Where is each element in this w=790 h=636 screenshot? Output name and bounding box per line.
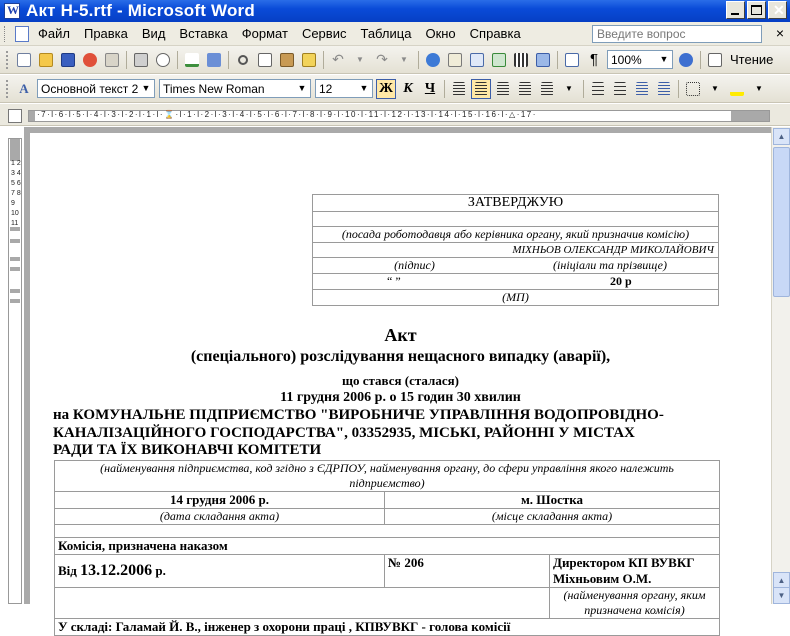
font-size-select[interactable] — [315, 79, 373, 98]
copy-icon — [258, 53, 272, 67]
style-select[interactable] — [37, 79, 155, 98]
align-center-button[interactable] — [471, 79, 491, 99]
spelling-button[interactable] — [182, 50, 202, 70]
tables-borders-button[interactable] — [445, 50, 465, 70]
ruler-numbers: ·7·l·6·l·5·l·4·l·3·l·2·l·1·l·⌛·l·1·l·2·l·3·l·4·l·5·l·6·l·7·l·8·l·9·l·10·l·11·l·12·l·13·l·14·l·15·l·16·l·△·17· — [37, 110, 537, 119]
chevron-down-icon: ▼ — [295, 81, 309, 96]
decrease-indent-button[interactable] — [632, 79, 652, 99]
italic-button[interactable]: К — [403, 80, 413, 96]
read-mode-icon-button[interactable] — [705, 50, 725, 70]
toolbar-grip[interactable] — [6, 51, 9, 69]
scroll-down-button[interactable]: ▼ — [773, 587, 790, 604]
new-document-button[interactable] — [14, 50, 34, 70]
initials-hint: (ініціали та прізвище) — [553, 258, 667, 272]
menu-grip[interactable] — [4, 26, 7, 42]
hyperlink-button[interactable] — [423, 50, 443, 70]
act-place: м. Шостка — [385, 492, 720, 509]
borders-button[interactable] — [683, 79, 703, 99]
undo-button[interactable] — [328, 50, 348, 70]
indent-icon — [658, 82, 670, 96]
line-spacing-button[interactable] — [537, 79, 557, 99]
toolbar-separator — [444, 80, 445, 98]
year-line: 20 р — [610, 274, 632, 288]
align-center-icon — [475, 82, 487, 96]
enterprise-line-1: на КОМУНАЛЬНЕ ПІДПРИЄМСТВО "ВИРОБНИЧЕ УПРАВЛІННЯ ВОДОПРОВІДНО- — [53, 407, 664, 423]
toolbar-separator — [583, 80, 584, 98]
folder-icon — [39, 53, 53, 67]
zoom-value: 100% — [611, 53, 642, 67]
toolbar-separator — [557, 51, 558, 69]
format-painter-button[interactable] — [299, 50, 319, 70]
drawing-icon — [536, 53, 550, 67]
outdent-icon — [636, 82, 648, 96]
toolbar-separator — [700, 51, 701, 69]
signature-hint: (підпис) — [394, 258, 435, 272]
save-button[interactable] — [58, 50, 78, 70]
redo-icon: ↷ — [376, 51, 388, 67]
copy-button[interactable] — [255, 50, 275, 70]
paragraph-icon: ¶ — [589, 51, 599, 68]
toolbar-separator — [678, 80, 679, 98]
date-row — [313, 274, 719, 290]
chevron-down-icon: ▼ — [356, 55, 364, 64]
font-value: Times New Roman — [163, 82, 265, 96]
act-date-hint: (дата складання акта) — [55, 509, 385, 525]
enterprise-hint: (найменування підприємства, код згідно з ЄДРПОУ, найменування органу, до сфери управління якого належить підприємство) — [55, 461, 720, 492]
email-icon — [105, 53, 119, 67]
align-right-icon — [497, 82, 509, 96]
columns-button[interactable] — [511, 50, 531, 70]
maximize-icon — [751, 5, 762, 15]
blank-row — [55, 525, 720, 538]
table-borders-icon — [448, 53, 462, 67]
brush-icon — [302, 53, 316, 67]
scissors-icon — [238, 55, 248, 65]
show-hide-button[interactable] — [584, 50, 604, 70]
approve-heading: ЗАТВЕРДЖУЮ — [313, 195, 719, 212]
font-size-value: 12 — [319, 82, 333, 96]
book-icon — [708, 53, 722, 67]
date-quotes: “ ” — [387, 274, 401, 288]
line-spacing-dropdown[interactable] — [559, 79, 579, 99]
toolbar-separator — [323, 51, 324, 69]
order-from: Від — [58, 563, 77, 578]
bold-button[interactable]: Ж — [376, 79, 396, 99]
chevron-down-icon: ▼ — [139, 81, 153, 96]
help-button[interactable] — [676, 50, 696, 70]
globe-icon — [426, 53, 440, 67]
new-document-icon — [17, 53, 31, 67]
open-button[interactable] — [36, 50, 56, 70]
bullet-list-icon — [614, 82, 626, 96]
bullets-button[interactable] — [610, 79, 630, 99]
act-place-hint: (місце складання акта) — [385, 509, 720, 525]
align-right-button[interactable] — [493, 79, 513, 99]
styles-icon: A — [19, 80, 29, 96]
maximize-button[interactable] — [747, 1, 766, 19]
undo-icon: ↶ — [332, 51, 344, 67]
print-preview-button[interactable] — [153, 50, 173, 70]
magnifier-icon — [156, 53, 170, 67]
underline-button[interactable]: Ч — [424, 80, 436, 96]
highlight-button[interactable] — [727, 79, 747, 99]
scroll-up-button[interactable]: ▲ — [773, 128, 790, 145]
enterprise-line-3: РАДИ ТА ЇХ ВИКОНАВЧІ КОМІТЕТИ — [53, 442, 322, 458]
toolbar-separator — [177, 51, 178, 69]
borders-dropdown[interactable] — [705, 79, 725, 99]
font-select[interactable] — [159, 79, 311, 98]
toolbar-separator — [228, 51, 229, 69]
help-icon — [679, 53, 693, 67]
tab-selector[interactable] — [8, 109, 22, 123]
menu-view[interactable]: Вид — [141, 26, 166, 41]
approve-blank-row — [313, 212, 719, 227]
toolbar-separator — [126, 51, 127, 69]
chevron-down-icon: ▼ — [657, 52, 671, 67]
zoom-select[interactable] — [607, 50, 673, 69]
act-details-table — [54, 460, 720, 636]
vruler-numbers: 1 2 3 4 5 6 7 8 9 10 11 — [11, 160, 21, 227]
chevron-down-icon: ▼ — [755, 84, 763, 93]
document-icon[interactable] — [15, 26, 29, 42]
paste-button[interactable] — [277, 50, 297, 70]
clipboard-icon — [280, 53, 294, 67]
commission-label: Комісія, призначена наказом — [55, 538, 720, 555]
vruler-marker — [10, 299, 20, 303]
order-date-suffix: р. — [155, 563, 166, 578]
numbering-button[interactable] — [588, 79, 608, 99]
order-date-cell — [55, 555, 385, 588]
order-by: Директором КП ВУВКГ Міхньовим О.М. — [550, 555, 720, 588]
floppy-icon — [61, 53, 75, 67]
commission-composition: У складі: Галамай Й. В., інженер з охорони праці , КПВУВКГ - голова комісії — [55, 619, 720, 636]
act-datetime: 11 грудня 2006 р. о 15 годин 30 хвилин — [280, 390, 521, 405]
align-left-icon — [453, 82, 465, 96]
vertical-scrollbar[interactable] — [771, 127, 790, 604]
chevron-down-icon: ▼ — [357, 81, 371, 96]
act-subtitle: (спеціального) розслідування нещасного випадку (аварії), — [190, 348, 611, 365]
standard-toolbar — [0, 46, 790, 74]
columns-icon — [514, 53, 528, 67]
toolbar-separator — [418, 51, 419, 69]
permission-icon — [83, 53, 97, 67]
menu-file[interactable]: Файл — [38, 26, 70, 41]
vruler-top-margin — [10, 139, 20, 161]
document-viewport[interactable] — [24, 127, 771, 634]
prev-page-button[interactable]: ▲ — [773, 572, 790, 589]
spelling-icon — [185, 53, 199, 67]
formatting-toolbar — [0, 75, 790, 103]
redo-dropdown[interactable] — [394, 50, 414, 70]
highlight-dropdown[interactable] — [749, 79, 769, 99]
printer-icon — [134, 53, 148, 67]
approver-name: МІХНЬОВ ОЛЕКСАНДР МИКОЛАЙОВИЧ — [313, 243, 719, 258]
order-by-hint: (найменування органу, яким призначена комісія) — [550, 588, 720, 619]
styles-pane-button[interactable] — [14, 79, 34, 99]
act-happened: що стався (сталася) — [342, 373, 459, 388]
act-date: 14 грудня 2006 р. — [55, 492, 385, 509]
stamp-hint: (МП) — [313, 290, 719, 306]
minimize-button[interactable] — [726, 1, 745, 19]
read-mode-button[interactable]: Чтение — [730, 52, 774, 67]
table-icon — [470, 53, 484, 67]
vruler-marker — [10, 257, 20, 261]
menu-bar — [0, 22, 790, 46]
align-left-button[interactable] — [449, 79, 469, 99]
enterprise-line-2: КАНАЛІЗАЦІЙНОГО ГОСПОДАРСТВА", 03352935, МІСЬКІ, РАЙОННІ У МІСТАХ — [53, 425, 635, 441]
document-map-button[interactable] — [562, 50, 582, 70]
word-app-icon[interactable] — [4, 3, 20, 19]
menu-tools[interactable]: Сервис — [301, 26, 347, 41]
chevron-down-icon: ▼ — [711, 84, 719, 93]
toolbar-grip[interactable] — [6, 80, 9, 98]
print-button[interactable] — [131, 50, 151, 70]
style-value: Основной текст 2 — [41, 82, 139, 96]
chevron-down-icon: ▼ — [565, 84, 573, 93]
highlighter-icon — [730, 82, 744, 96]
cut-button[interactable] — [233, 50, 253, 70]
excel-icon — [492, 53, 506, 67]
vruler-marker — [10, 267, 20, 271]
order-number: № 206 — [385, 555, 550, 588]
vruler-marker — [10, 289, 20, 293]
line-spacing-icon — [541, 82, 553, 96]
email-button[interactable] — [102, 50, 122, 70]
close-icon: ✕ — [773, 2, 785, 18]
menu-window[interactable]: Окно — [425, 26, 456, 41]
act-title: Акт — [384, 325, 417, 345]
document-page[interactable] — [30, 133, 771, 634]
redo-button[interactable] — [372, 50, 392, 70]
insert-table-button[interactable] — [467, 50, 487, 70]
minimize-icon — [731, 13, 739, 15]
order-hint-spacer — [55, 588, 550, 619]
menu-table[interactable]: Таблица — [360, 26, 412, 41]
horizontal-ruler-area — [0, 104, 790, 126]
increase-indent-button[interactable] — [654, 79, 674, 99]
menu-format[interactable]: Формат — [241, 26, 288, 41]
vruler-marker — [10, 239, 20, 243]
signature-row — [313, 258, 719, 274]
help-search-input[interactable]: Введите вопрос — [592, 25, 762, 43]
insert-excel-button[interactable] — [489, 50, 509, 70]
window-title: Акт Н-5.rtf - Microsoft Word — [26, 1, 255, 20]
document-map-icon — [565, 53, 579, 67]
order-date: 13.12.2006 — [80, 562, 153, 579]
menu-edit[interactable]: Правка — [83, 26, 128, 41]
doc-close-icon[interactable]: × — [775, 25, 784, 41]
scroll-thumb[interactable] — [773, 147, 790, 297]
undo-dropdown[interactable] — [350, 50, 370, 70]
menu-insert[interactable]: Вставка — [179, 26, 228, 41]
horizontal-ruler[interactable] — [28, 110, 770, 122]
permission-button[interactable] — [80, 50, 100, 70]
position-hint: (посада роботодавця або керівника органу, який призначив комісію) — [313, 227, 719, 243]
close-button[interactable] — [768, 1, 787, 19]
numbered-list-icon — [592, 82, 604, 96]
vertical-ruler[interactable] — [8, 138, 22, 604]
justify-icon — [519, 82, 531, 96]
justify-button[interactable] — [515, 79, 535, 99]
borders-icon — [686, 82, 700, 96]
research-icon — [207, 53, 221, 67]
menu-help[interactable]: Справка — [469, 26, 521, 41]
ruler-left-margin — [29, 111, 35, 121]
chevron-down-icon: ▼ — [400, 55, 408, 64]
drawing-button[interactable] — [533, 50, 553, 70]
approval-table — [312, 194, 719, 306]
research-button[interactable] — [204, 50, 224, 70]
title-bar — [0, 0, 790, 22]
